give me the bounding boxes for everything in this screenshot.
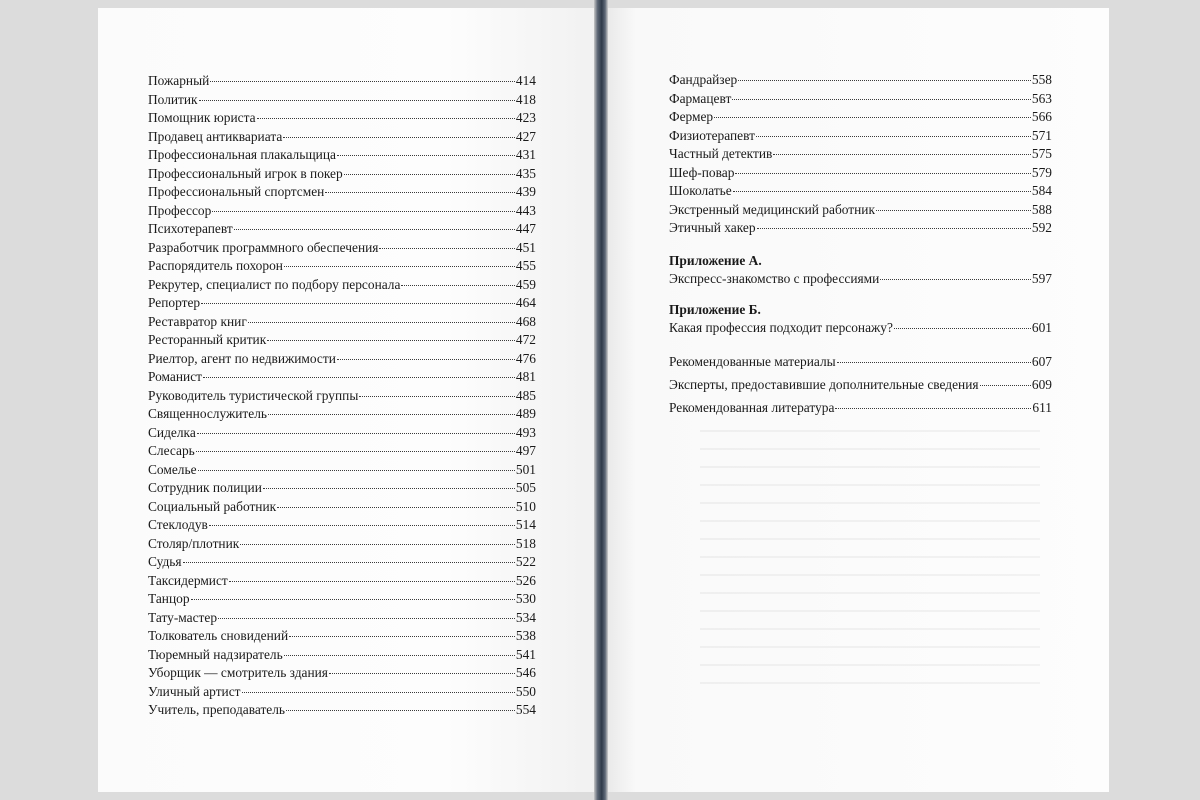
toc-entry[interactable]: [669, 164, 1052, 183]
toc-entry-title: Социальный работник: [148, 498, 277, 514]
toc-entry-page: 435: [515, 165, 536, 181]
toc-entry[interactable]: [148, 72, 536, 91]
toc-entry-page: 575: [1031, 146, 1052, 161]
toc-leader-dots: [209, 519, 515, 526]
toc-entry-title: Фармацевт: [669, 90, 732, 106]
toc-entry-page: 530: [515, 591, 536, 606]
toc-entry-page: 489: [515, 406, 536, 421]
toc-entry-title: Какая профессия подходит персонажу?: [669, 320, 893, 335]
toc-entry[interactable]: [669, 350, 1052, 373]
toc-entry-title: Рекомендованная литература: [669, 399, 835, 415]
toc-leader-dots: [401, 279, 514, 286]
toc-entry[interactable]: [148, 257, 536, 276]
toc-leader-dots: [732, 93, 1031, 100]
toc-leader-dots: [757, 222, 1031, 229]
toc-entry[interactable]: [148, 664, 536, 683]
toc-leader-dots: [197, 427, 515, 434]
toc-entry-page: 526: [515, 572, 536, 588]
toc-entry-page: 597: [1031, 271, 1052, 286]
toc-leader-dots: [980, 379, 1031, 386]
toc-entry-page: 607: [1031, 353, 1052, 369]
toc-entry[interactable]: [669, 108, 1052, 127]
toc-leader-dots: [183, 556, 515, 563]
toc-entry[interactable]: [148, 294, 536, 313]
toc-entry-title: Рекрутер, специалист по подбору персонала: [148, 276, 401, 292]
toc-entry-page: 464: [515, 295, 536, 310]
toc-entry-page: 447: [515, 221, 536, 236]
toc-entry[interactable]: [669, 90, 1052, 109]
toc-leader-dots: [284, 649, 515, 656]
toc-entry-title: Руководитель туристической группы: [148, 387, 359, 403]
toc-leader-dots: [284, 260, 515, 267]
toc-entry[interactable]: [669, 270, 1052, 289]
toc-entry-page: 481: [515, 369, 536, 384]
toc-leader-dots: [337, 149, 515, 156]
toc-entry-page: 455: [515, 258, 536, 273]
toc-entry-title: Реставратор книг: [148, 313, 247, 329]
toc-entry-page: 472: [515, 332, 536, 347]
bleed-through-text: [700, 430, 1040, 690]
toc-entry-title: Романист: [148, 369, 203, 384]
toc-entry-page: 451: [515, 239, 536, 255]
toc-entry[interactable]: [148, 442, 536, 461]
toc-entry[interactable]: [148, 239, 536, 258]
toc-entry-page: 611: [1032, 399, 1052, 415]
toc-entry[interactable]: [148, 479, 536, 498]
toc-entry-title: Распорядитель похорон: [148, 258, 283, 273]
toc-entry-page: 427: [515, 128, 536, 144]
toc-entry-title: Продавец антиквариата: [148, 128, 283, 144]
toc-entry-page: 522: [515, 554, 536, 569]
toc-entry-title: Рекомендованные материалы: [669, 353, 836, 369]
toc-leader-dots: [263, 482, 515, 489]
toc-entry-page: 431: [515, 147, 536, 162]
toc-entry[interactable]: [148, 368, 536, 387]
toc-entry[interactable]: [148, 498, 536, 517]
toc-entry[interactable]: [148, 146, 536, 165]
toc-entry-title: Частный детектив: [669, 146, 773, 161]
toc-entry-page: 505: [515, 480, 536, 495]
toc-entry-title: Уличный артист: [148, 683, 241, 699]
toc-leader-dots: [756, 130, 1031, 137]
toc-leader-dots: [268, 408, 515, 415]
toc-entry[interactable]: [148, 405, 536, 424]
toc-leader-dots: [286, 704, 515, 711]
toc-entry-title: Судья: [148, 554, 182, 569]
toc-entry-page: 414: [515, 73, 536, 88]
toc-entry-title: Сиделка: [148, 424, 196, 440]
toc-entry-page: 510: [515, 498, 536, 514]
toc-entry-title: Разработчик программного обеспечения: [148, 239, 379, 255]
toc-entry-title: Слесарь: [148, 443, 195, 458]
toc-entry[interactable]: [669, 182, 1052, 201]
toc-entry-page: 550: [515, 683, 536, 699]
toc-entry-title: Помощник юриста: [148, 110, 256, 125]
toc-entry[interactable]: [148, 91, 536, 110]
toc-leader-dots: [283, 131, 515, 138]
toc-leader-dots: [738, 74, 1031, 81]
toc-entry[interactable]: [148, 627, 536, 646]
toc-entry-title: Уборщик — смотритель здания: [148, 665, 328, 680]
toc-entry-title: Шеф-повар: [669, 164, 735, 180]
spacer: [669, 338, 1052, 350]
toc-entry-title: Сотрудник полиции: [148, 480, 262, 495]
toc-entry[interactable]: [148, 701, 536, 720]
toc-entry-title: Фермер: [669, 109, 714, 124]
toc-leader-dots: [240, 538, 515, 545]
toc-entry-page: 459: [515, 276, 536, 292]
toc-entry-page: 518: [515, 535, 536, 551]
toc-entry[interactable]: [148, 183, 536, 202]
toc-leader-dots: [196, 445, 515, 452]
toc-entry-title: Профессиональный спортсмен: [148, 184, 325, 199]
toc-entry-page: 571: [1031, 127, 1052, 143]
toc-entry-page: 501: [515, 461, 536, 477]
toc-leader-dots: [733, 185, 1031, 192]
toc-entry-page: 443: [515, 202, 536, 218]
toc-leader-dots: [242, 686, 515, 693]
toc-leader-dots: [203, 371, 515, 378]
toc-entry-page: 418: [515, 91, 536, 107]
toc-entry-page: 546: [515, 665, 536, 680]
toc-entry-title: Толкователь сновидений: [148, 628, 289, 643]
toc-leader-dots: [212, 205, 515, 212]
toc-entry-page: 534: [515, 609, 536, 625]
toc-entry-page: 592: [1031, 220, 1052, 235]
toc-entry-title: Тату-мастер: [148, 609, 218, 625]
toc-leader-dots: [229, 575, 515, 582]
toc-entry[interactable]: [148, 109, 536, 128]
toc-leader-dots: [248, 316, 515, 323]
toc-entry-title: Психотерапевт: [148, 221, 233, 236]
toc-entry[interactable]: [669, 201, 1052, 220]
toc-entry-page: 497: [515, 443, 536, 458]
toc-entry[interactable]: [669, 396, 1052, 419]
toc-leader-dots: [773, 148, 1031, 155]
left-toc-list: [148, 72, 536, 720]
toc-leader-dots: [835, 402, 1031, 409]
toc-entry-title: Шоколатье: [669, 183, 732, 198]
toc-entry[interactable]: [669, 219, 1052, 238]
toc-leader-dots: [234, 223, 515, 230]
toc-entry[interactable]: [148, 350, 536, 369]
toc-entry[interactable]: [148, 128, 536, 147]
toc-entry-title: Экстренный медицинский работник: [669, 201, 875, 217]
back-matter-list: [669, 350, 1052, 419]
spacer: [669, 238, 1052, 252]
toc-entry-page: 566: [1031, 109, 1052, 124]
toc-entry-page: 609: [1031, 376, 1052, 392]
toc-entry[interactable]: [148, 276, 536, 295]
toc-entry-page: 601: [1031, 320, 1052, 335]
toc-entry-page: 485: [515, 387, 536, 403]
toc-leader-dots: [359, 390, 515, 397]
toc-entry-title: Танцор: [148, 591, 190, 606]
toc-entry-page: 476: [515, 350, 536, 366]
toc-leader-dots: [191, 593, 515, 600]
toc-entry[interactable]: [148, 331, 536, 350]
toc-entry-title: Профессиональная плакальщица: [148, 147, 336, 162]
toc-entry-page: 468: [515, 313, 536, 329]
toc-entry[interactable]: [148, 461, 536, 480]
toc-leader-dots: [257, 112, 515, 119]
toc-entry[interactable]: [669, 373, 1052, 396]
toc-entry[interactable]: [669, 145, 1052, 164]
right-toc: [669, 71, 1052, 419]
toc-entry-title: Физиотерапевт: [669, 127, 755, 143]
toc-leader-dots: [837, 356, 1031, 363]
toc-leader-dots: [277, 501, 515, 508]
toc-entry-page: 579: [1031, 164, 1052, 180]
toc-leader-dots: [735, 167, 1031, 174]
toc-leader-dots: [876, 204, 1031, 211]
toc-entry[interactable]: [148, 590, 536, 609]
toc-leader-dots: [201, 297, 515, 304]
appendix-b-heading: Приложение Б.: [669, 301, 761, 317]
toc-leader-dots: [714, 111, 1031, 118]
toc-entry-title: Сомелье: [148, 461, 197, 477]
toc-entry-page: 554: [515, 702, 536, 717]
toc-leader-dots: [894, 322, 1031, 329]
right-toc-list: [669, 71, 1052, 238]
appendix-a-heading: Приложение А.: [669, 252, 762, 268]
toc-entry-title: Пожарный: [148, 73, 210, 88]
toc-entry[interactable]: [669, 71, 1052, 90]
toc-entry-title: Стеклодув: [148, 517, 208, 532]
toc-entry-page: 514: [515, 517, 536, 532]
toc-leader-dots: [880, 273, 1031, 280]
toc-entry[interactable]: [148, 313, 536, 332]
toc-entry-page: 563: [1031, 90, 1052, 106]
book-spine-gutter: [594, 0, 608, 800]
toc-entry[interactable]: [148, 553, 536, 572]
toc-entry-page: 423: [515, 110, 536, 125]
toc-entry-title: Фандрайзер: [669, 72, 738, 87]
toc-entry-title: Священнослужитель: [148, 406, 267, 421]
toc-entry-title: Этичный хакер: [669, 220, 756, 235]
toc-entry[interactable]: [148, 387, 536, 406]
toc-entry-title: Экспресс-знакомство с профессиями: [669, 271, 880, 286]
toc-entry[interactable]: [148, 516, 536, 535]
toc-leader-dots: [289, 630, 515, 637]
toc-entry-title: Профессор: [148, 202, 212, 218]
toc-entry-title: Таксидермист: [148, 572, 228, 588]
toc-entry-title: Репортер: [148, 295, 201, 310]
toc-entry[interactable]: [669, 127, 1052, 146]
toc-entry-page: 588: [1031, 201, 1052, 217]
toc-entry-title: Профессиональный игрок в покер: [148, 165, 343, 181]
toc-entry[interactable]: [148, 572, 536, 591]
toc-entry-page: 439: [515, 184, 536, 199]
toc-leader-dots: [198, 464, 515, 471]
toc-leader-dots: [210, 75, 515, 82]
toc-entry-page: 584: [1031, 183, 1052, 198]
spacer: [669, 289, 1052, 301]
toc-leader-dots: [199, 94, 515, 101]
toc-entry[interactable]: [148, 165, 536, 184]
toc-leader-dots: [325, 186, 515, 193]
toc-entry-title: Учитель, преподаватель: [148, 702, 286, 717]
toc-leader-dots: [379, 242, 514, 249]
toc-entry-title: Эксперты, предоставившие дополнительные сведения: [669, 376, 979, 392]
toc-entry[interactable]: [148, 535, 536, 554]
toc-entry[interactable]: [148, 220, 536, 239]
toc-entry[interactable]: [148, 683, 536, 702]
toc-entry[interactable]: [148, 646, 536, 665]
toc-entry-page: 493: [515, 424, 536, 440]
toc-entry-title: Столяр/плотник: [148, 535, 240, 551]
toc-entry[interactable]: [148, 202, 536, 221]
toc-entry-page: 538: [515, 628, 536, 643]
toc-entry[interactable]: [148, 424, 536, 443]
toc-leader-dots: [267, 334, 515, 341]
toc-entry[interactable]: [148, 609, 536, 628]
toc-entry-title: Риелтор, агент по недвижимости: [148, 350, 336, 366]
toc-entry[interactable]: [669, 319, 1052, 338]
toc-leader-dots: [329, 667, 515, 674]
toc-entry-page: 558: [1031, 72, 1052, 87]
toc-entry-title: Тюремный надзиратель: [148, 646, 283, 662]
toc-entry-page: 541: [515, 646, 536, 662]
toc-leader-dots: [218, 612, 515, 619]
toc-entry-title: Политик: [148, 91, 198, 107]
toc-entry-title: Ресторанный критик: [148, 332, 267, 347]
toc-leader-dots: [337, 353, 515, 360]
toc-leader-dots: [344, 168, 515, 175]
